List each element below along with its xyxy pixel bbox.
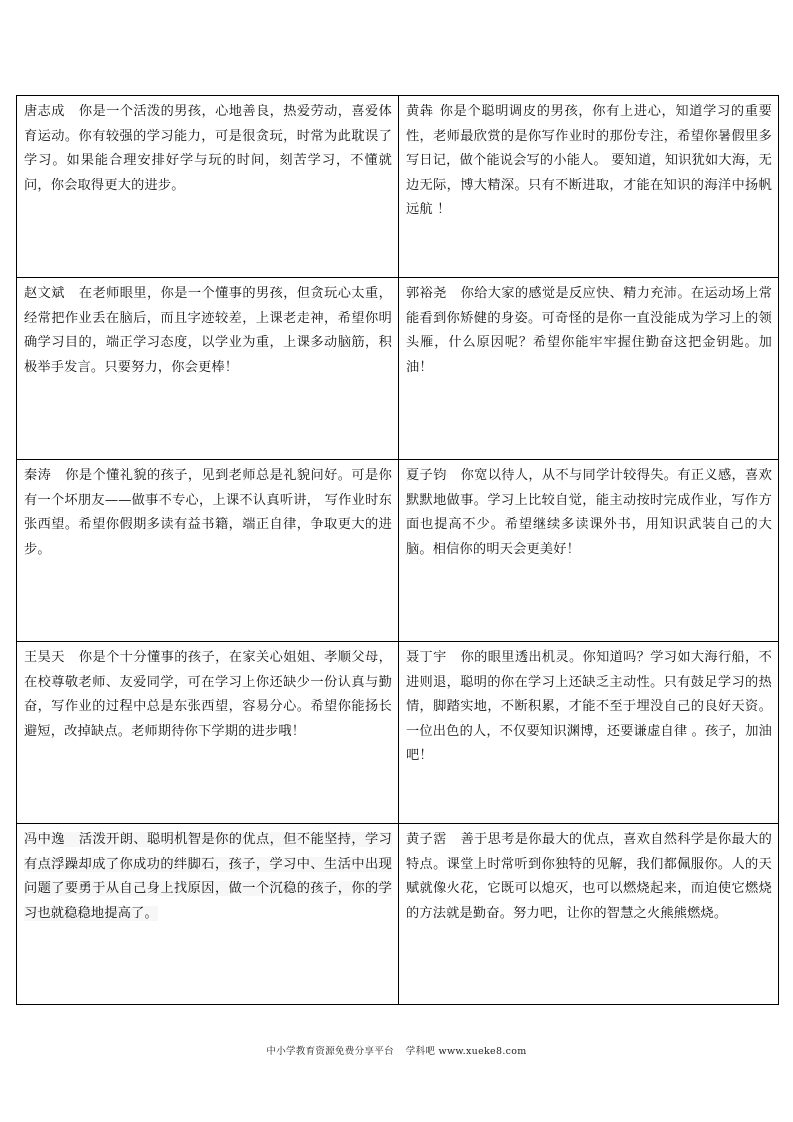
footer-platform-text: 中小学教育资源免费分享平台 bbox=[266, 1046, 394, 1057]
comment-cell bbox=[17, 460, 399, 642]
student-name: 黄犇 bbox=[406, 104, 434, 119]
comment-text: 你是个懂礼貌的孩子，见到老师总是礼貌问好。可是你有一个坏朋友——做事不专心，上课不认真听讲， 写作业时东张西望。希望你假期多读有益书籍，端正自律，争取更大的进步。 bbox=[24, 468, 392, 557]
table-row bbox=[17, 642, 779, 824]
page-footer bbox=[0, 1043, 793, 1057]
comment-text: 你是个聪明调皮的男孩，你有上进心，知道学习的重要性，老师最欣赏的是你写作业时的那份专注，希望你暑假里多写日记，做个能说会写的小能人。 要知道，知识犹如大海，无边无际，博大精深。只有不断进取，才能在知识的海洋中扬帆远航 ！ bbox=[406, 104, 772, 217]
student-name: 黄子霑 bbox=[406, 832, 447, 847]
comment-cell bbox=[17, 642, 399, 824]
student-name: 聂丁宇 bbox=[406, 650, 447, 665]
footer-site-link[interactable]: 学科吧 www.xueke8.com bbox=[405, 1046, 527, 1057]
comment-cell bbox=[399, 824, 779, 1005]
student-name: 唐志成 bbox=[24, 104, 65, 119]
student-name: 冯中逸 bbox=[24, 832, 65, 847]
comment-text: 活泼开朗、聪明机智是你的优点，但不能坚持，学习有点浮躁却成了你成功的绊脚石，孩子，学习中、生活中出现问题了要勇于从自己身上找原因，做一个沉稳的孩子，你的学习也就稳稳地提高了。 bbox=[24, 832, 392, 921]
comment-text: 善于思考是你最大的优点，喜欢自然科学是你最大的特点。课堂上时常听到你独特的见解，我们都佩服你。人的天赋就像火花，它既可以熄灭，也可以燃烧起来，而迫使它燃烧的方法就是勤奋。努力吧，让你的智慧之火熊熊燃烧。 bbox=[406, 832, 772, 921]
comment-highlight bbox=[24, 832, 392, 921]
student-name: 郭裕尧 bbox=[406, 286, 447, 301]
student-name: 秦涛 bbox=[24, 468, 52, 483]
comment-cell bbox=[399, 460, 779, 642]
table-row bbox=[17, 278, 779, 460]
student-name: 赵文斌 bbox=[24, 286, 65, 301]
table-row bbox=[17, 460, 779, 642]
comment-text: 你是个十分懂事的孩子，在家关心姐姐、孝顺父母，在校尊敬老师、友爱同学，可在学习上你还缺少一份认真与勤奋，写作业的过程中总是东张西望，容易分心。希望你能扬长避短，改掉缺点。老师期待你下学期的进步哦！ bbox=[24, 650, 392, 739]
comment-text: 你宽以待人，从不与同学计较得失。有正义感，喜欢默默地做事。学习上比较自觉，能主动按时完成作业，写作方面也提高不少。希望继续多读课外书，用知识武装自己的大脑。相信你的明天会更美好！ bbox=[406, 468, 772, 557]
student-name: 王昊天 bbox=[24, 650, 65, 665]
comment-text: 你给大家的感觉是反应快、精力充沛。在运动场上常能看到你矫健的身姿。可奇怪的是你一直没能成为学习上的领头雁，什么原因呢？希望你能牢牢握住勤奋这把金钥匙。加油！ bbox=[406, 286, 772, 375]
comment-cell bbox=[399, 96, 779, 278]
comment-cell bbox=[17, 96, 399, 278]
table-row bbox=[17, 824, 779, 1005]
comment-cell bbox=[399, 642, 779, 824]
comment-cell bbox=[399, 278, 779, 460]
student-name: 夏子钧 bbox=[406, 468, 447, 483]
comment-text: 你是一个活泼的男孩，心地善良，热爱劳动，喜爱体育运动。你有较强的学习能力，可是很贪玩，时常为此耽误了学习。如果能合理安排好学与玩的时间，刻苦学习，不懂就问，你会取得更大的进步。 bbox=[24, 104, 392, 193]
comment-text: 在老师眼里，你是一个懂事的男孩，但贪玩心太重，经常把作业丢在脑后，而且字迹较差，上课老走神，希望你明确学习目的，端正学习态度，以学业为重，上课多动脑筋，积极举手发言。只要努力，你会更棒！ bbox=[24, 286, 392, 375]
comment-text: 你的眼里透出机灵。你知道吗？学习如大海行船，不进则退，聪明的你在学习上还缺乏主动性。只有鼓足学习的热情，脚踏实地，不断积累，才能不至于埋没自己的良好天资。一位出色的人，不仅要知识渊博，还要谦虚自律 。孩子，加油吧！ bbox=[406, 650, 772, 763]
student-comments-table bbox=[16, 95, 779, 1005]
comment-cell bbox=[17, 278, 399, 460]
table-row bbox=[17, 96, 779, 278]
comment-cell bbox=[17, 824, 399, 1005]
